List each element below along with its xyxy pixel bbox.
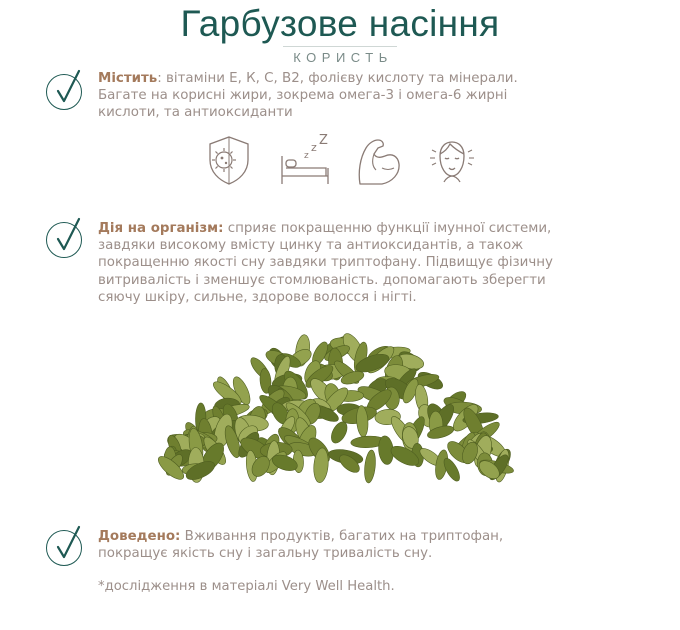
body-effect-text: сприяє покращенню функції імунної системи, завдяки високому вмісту цинку та антиоксидантів, а також покращенню якості сну завдяки триптофану. Підвищує фізичну витривалість і зменшує стомлюваність. допомагають зберегти сяючу шкіру, сильне, здорове волосся і нігті.	[98, 221, 553, 305]
contains-text: : вітаміни Е, К, С, В2, фолієву кислоту та мінерали. Багате на корисні жири, зокрема омега-3 і омега-6 жирні кислоти, та антиоксиданти	[98, 71, 518, 121]
checkmark-icon	[46, 530, 82, 566]
strong-arm-icon	[352, 134, 404, 188]
benefit-icons-row	[198, 134, 478, 190]
contains-label: Містить	[98, 71, 158, 86]
page-subtitle: КОРИСТЬ	[283, 46, 396, 66]
proven-label: Доведено:	[98, 529, 181, 544]
body-effect-label: Дія на організм:	[98, 221, 224, 236]
proven-text: Вживання продуктів, багатих на триптофан, покращує якість сну і загальну тривалість сну.	[98, 529, 504, 562]
checkmark-icon	[46, 222, 82, 258]
subtitle-wrap	[0, 46, 680, 66]
checkmark-icon	[46, 74, 82, 110]
proven-section	[98, 528, 568, 562]
svg-text:z: z	[311, 141, 317, 154]
contains-section	[98, 70, 568, 122]
sleep-bed-icon	[278, 134, 332, 188]
pumpkin-seeds-image	[150, 326, 530, 486]
page-title: Гарбузове насіння	[180, 3, 500, 44]
glowing-skin-face-icon	[426, 134, 478, 188]
body-effect-section	[98, 220, 568, 306]
immunity-shield-icon	[204, 134, 254, 186]
footnote: *дослідження в матеріалі Very Well Health.	[98, 579, 395, 594]
svg-text:z: z	[304, 151, 309, 161]
pumpkin-seed	[363, 450, 377, 484]
svg-text:Z: Z	[319, 134, 328, 148]
